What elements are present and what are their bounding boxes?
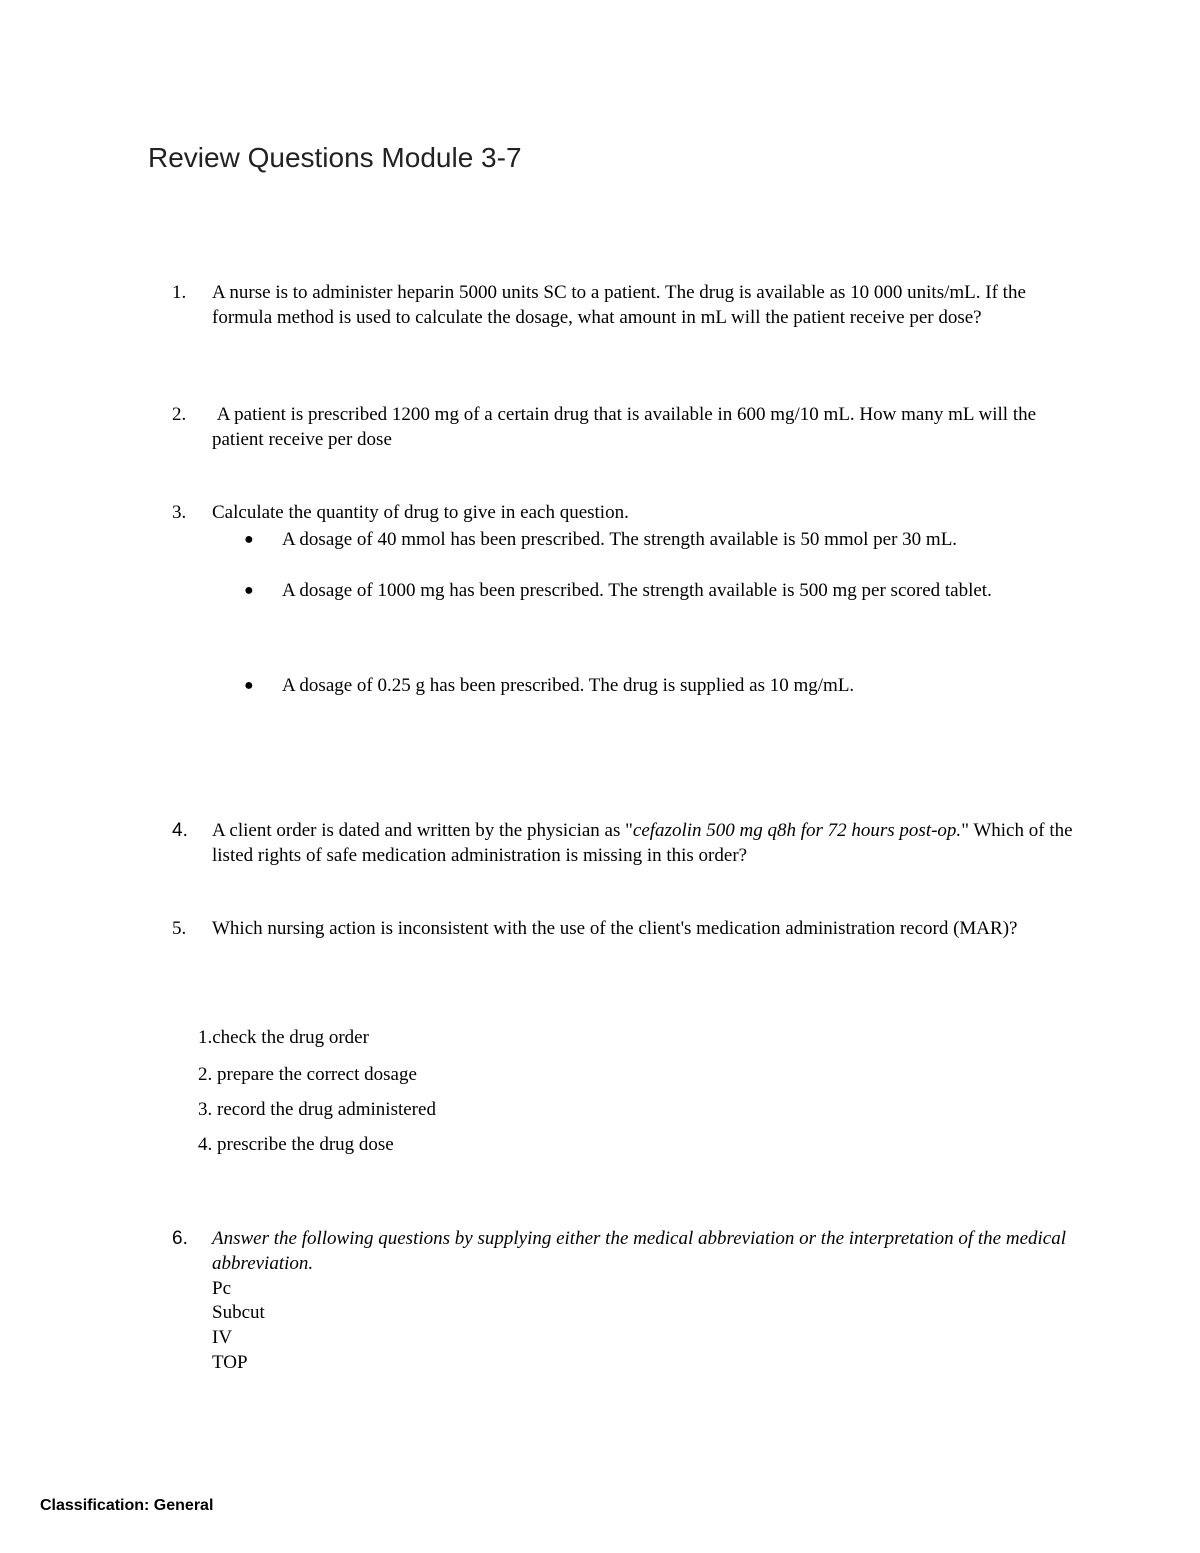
answer-option: 1.check the drug order [198, 1027, 369, 1048]
list-item [244, 673, 1034, 698]
list-item [244, 578, 1034, 603]
question-text-start: A client order is dated and written by the physician as " [212, 820, 633, 841]
question-5 [148, 916, 1078, 941]
question-number: 2. [172, 404, 187, 425]
question-number: 1. [172, 282, 187, 303]
abbreviation-item: TOP [212, 1352, 248, 1373]
bullet-icon: ● [244, 531, 254, 548]
question-4 [148, 818, 1078, 868]
question-text: Which nursing action is inconsistent with the use of the client's medication administration record (MAR)? [212, 918, 1018, 939]
question-text [212, 818, 1078, 868]
drug-order-quote: cefazolin 500 mg q8h for 72 hours post-op. [632, 820, 962, 841]
question-number: 5. [172, 918, 187, 939]
question-3 [148, 500, 1078, 525]
question-number: 3. [172, 502, 187, 523]
answer-option: 2. prepare the correct dosage [198, 1064, 417, 1085]
question-number: 6. [172, 1228, 188, 1249]
bullet-text: A dosage of 1000 mg has been prescribed. The strength available is 500 mg per scored tablet. [282, 580, 992, 601]
bullet-icon: ● [244, 582, 254, 599]
classification-label: Classification: General [40, 1497, 214, 1514]
answer-option: 3. record the drug administered [198, 1099, 436, 1120]
abbreviation-item: IV [212, 1327, 233, 1348]
bullet-text: A dosage of 40 mmol has been prescribed. The strength available is 50 mmol per 30 mL. [282, 529, 958, 550]
abbreviation-item: Subcut [212, 1302, 265, 1323]
bullet-text: A dosage of 0.25 g has been prescribed. The drug is supplied as 10 mg/mL. [282, 675, 855, 696]
page-title: Review Questions Module 3-7 [148, 142, 522, 173]
answer-option: 4. prescribe the drug dose [198, 1134, 394, 1155]
question-text: A nurse is to administer heparin 5000 units SC to a patient. The drug is available as 10 000 units/mL. If the formula method is used to calculate the dosage, what amount in mL will the patient receive per dose? [212, 282, 1026, 328]
question-1 [148, 280, 1078, 330]
question-text: Calculate the quantity of drug to give in each question. [212, 502, 629, 523]
question-text: A patient is prescribed 1200 mg of a certain drug that is available in 600 mg/10 mL. How many mL will the patient receive per dose [212, 404, 1041, 450]
question-text-end: " Which of the listed rights of safe medication administration is missing in this order? [212, 820, 1073, 866]
list-item [244, 527, 1034, 552]
question-text: Answer the following questions by supplying either the medical abbreviation or the interpretation of the medical abbreviation. [212, 1228, 1066, 1274]
question-2 [148, 402, 1078, 452]
abbreviation-item: Pc [212, 1278, 231, 1299]
question-6 [148, 1226, 1078, 1276]
bullet-icon: ● [244, 677, 254, 694]
question-number: 4. [172, 820, 188, 841]
